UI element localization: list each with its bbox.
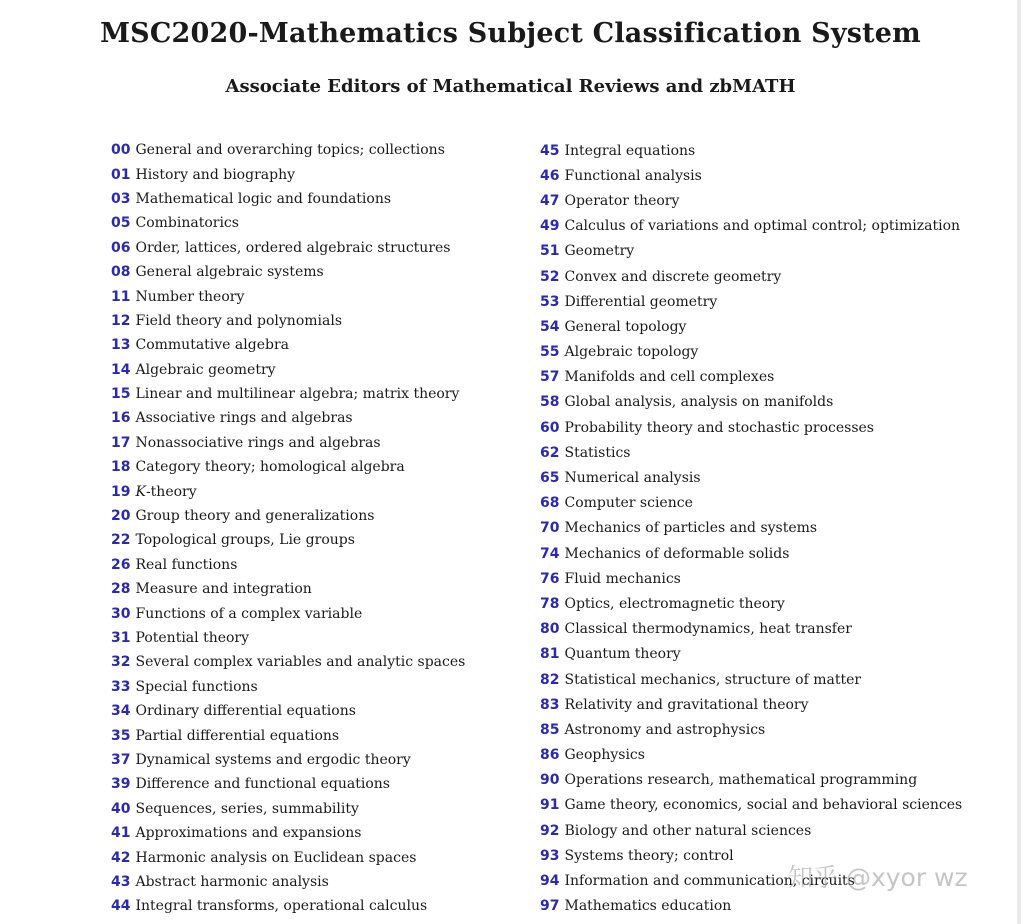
classification-item-78 — [540, 591, 962, 616]
classification-label: -theory — [145, 483, 197, 500]
classification-code: 45 — [540, 142, 560, 159]
classification-item-51 — [540, 239, 962, 264]
classification-code: 55 — [540, 344, 560, 361]
classification-item-54 — [540, 314, 962, 339]
classification-code: 65 — [540, 470, 560, 487]
classification-label: Relativity and gravitational theory — [564, 696, 809, 713]
classification-label: Difference and functional equations — [135, 776, 390, 793]
classification-item-90 — [540, 768, 962, 793]
classification-item-01 — [111, 162, 465, 186]
classification-code: 90 — [540, 772, 560, 789]
classification-code: 81 — [540, 646, 560, 663]
classification-code: 74 — [540, 545, 560, 562]
classification-label: Field theory and polynomials — [135, 312, 343, 329]
classification-label: General and overarching topics; collections — [135, 142, 445, 159]
classification-item-45 — [540, 138, 962, 163]
classification-code: 43 — [111, 873, 131, 890]
classification-code: 47 — [540, 192, 560, 209]
classification-label: Manifolds and cell complexes — [564, 369, 775, 386]
classification-code: 93 — [540, 847, 560, 864]
classification-code: 52 — [540, 268, 560, 285]
classification-code: 68 — [540, 495, 560, 512]
classification-item-83 — [540, 692, 962, 717]
classification-label: Mathematical logic and foundations — [135, 190, 392, 207]
classification-label: Combinatorics — [135, 215, 239, 232]
classification-label: Potential theory — [135, 630, 250, 646]
classification-item-16 — [111, 406, 465, 430]
classification-item-26 — [111, 553, 465, 577]
classification-code: 80 — [540, 621, 560, 638]
classification-label: Biology and other natural sciences — [564, 822, 812, 839]
classification-code: 16 — [111, 410, 131, 427]
classification-code: 86 — [540, 747, 560, 764]
classification-item-65 — [540, 465, 962, 490]
classification-label: Harmonic analysis on Euclidean spaces — [135, 849, 417, 866]
classification-item-39 — [111, 772, 465, 796]
classification-item-44 — [111, 894, 465, 918]
classification-item-74 — [540, 541, 962, 566]
classification-item-58 — [540, 390, 962, 415]
classification-code: 82 — [540, 671, 560, 688]
classification-item-12 — [111, 309, 465, 333]
classification-code: 01 — [111, 166, 131, 183]
classification-label: Associative rings and algebras — [135, 410, 353, 427]
page-subtitle: Associate Editors of Mathematical Reviews and zbMATH — [225, 76, 796, 97]
classification-code: 60 — [540, 419, 560, 436]
classification-code: 78 — [540, 595, 560, 612]
classification-item-57 — [540, 365, 962, 390]
classification-code: 35 — [111, 727, 131, 744]
classification-item-34 — [111, 699, 465, 723]
classification-item-97 — [540, 894, 962, 919]
classification-label: Systems theory; control — [564, 847, 734, 864]
classification-code: 05 — [111, 215, 131, 232]
classification-code: 44 — [111, 898, 131, 915]
classification-item-15 — [111, 382, 465, 406]
classification-item-18 — [111, 455, 465, 479]
classification-label: Integral equations — [564, 142, 696, 159]
classification-label: Numerical analysis — [564, 470, 701, 487]
classification-code: 49 — [540, 218, 560, 235]
classification-item-31 — [111, 626, 465, 650]
classification-item-00 — [111, 138, 465, 162]
classification-label: Information and communication, circuits — [564, 873, 855, 890]
classification-item-47 — [540, 188, 962, 213]
classification-label: Classical thermodynamics, heat transfer — [564, 621, 852, 638]
classification-item-17 — [111, 431, 465, 455]
classification-item-82 — [540, 667, 962, 692]
classification-code: 76 — [540, 570, 560, 587]
classification-code: 42 — [111, 849, 131, 866]
classification-label: History and biography — [135, 166, 295, 183]
classification-label: Statistical mechanics, structure of matter — [564, 671, 862, 688]
classification-item-70 — [540, 516, 962, 541]
classification-label: Functions of a complex variable — [135, 605, 363, 622]
classification-item-06 — [111, 236, 465, 260]
classification-code: 00 — [111, 142, 131, 159]
classification-label: Algebraic topology — [564, 344, 699, 361]
classification-label: Nonassociative rings and algebras — [135, 434, 381, 451]
classification-label: Number theory — [135, 288, 245, 305]
classification-label: Category theory; homological algebra — [135, 459, 405, 476]
classification-code: 33 — [111, 678, 131, 695]
classification-item-52 — [540, 264, 962, 289]
classification-item-68 — [540, 491, 962, 516]
classification-item-03 — [111, 187, 465, 211]
classification-code: 13 — [111, 337, 131, 354]
classification-code: 37 — [111, 751, 131, 768]
classification-item-85 — [540, 717, 962, 742]
classification-item-62 — [540, 440, 962, 465]
classification-code: 62 — [540, 444, 560, 461]
classification-item-08 — [111, 260, 465, 284]
classification-label: Quantum theory — [564, 646, 681, 663]
classification-label: Special functions — [135, 678, 258, 695]
classification-label: Operations research, mathematical programming — [564, 772, 918, 789]
page-edge-divider — [1017, 0, 1021, 924]
classification-label-italic: K — [135, 483, 146, 500]
classification-label: Abstract harmonic analysis — [135, 873, 329, 890]
classification-code: 22 — [111, 532, 131, 549]
classification-label: Order, lattices, ordered algebraic structures — [135, 239, 451, 256]
classification-code: 97 — [540, 898, 560, 915]
classification-label: Topological groups, Lie groups — [135, 532, 355, 549]
classification-label: Operator theory — [564, 192, 680, 209]
classification-item-20 — [111, 504, 465, 528]
classification-code: 17 — [111, 434, 131, 451]
classification-code: 32 — [111, 654, 131, 671]
classification-label: Global analysis, analysis on manifolds — [564, 394, 834, 411]
classification-item-43 — [111, 870, 465, 894]
classification-code: 30 — [111, 605, 131, 622]
watermark: 知乎 @xyor wz — [788, 863, 968, 892]
classification-label: Mechanics of deformable solids — [564, 545, 790, 562]
classification-item-55 — [540, 340, 962, 365]
classification-item-42 — [111, 845, 465, 869]
page-title: MSC2020-Mathematics Subject Classification System — [100, 18, 921, 49]
classification-label: Approximations and expansions — [135, 825, 362, 842]
classification-code: 91 — [540, 797, 560, 814]
classification-code: 12 — [111, 312, 131, 329]
classification-label: Fluid mechanics — [564, 570, 681, 587]
classification-item-28 — [111, 577, 465, 601]
classification-code: 57 — [540, 369, 560, 386]
classification-code: 41 — [111, 825, 131, 842]
classification-code: 08 — [111, 264, 131, 281]
classification-item-91 — [540, 793, 962, 818]
classification-item-33 — [111, 675, 465, 699]
classification-item-86 — [540, 743, 962, 768]
classification-code: 26 — [111, 556, 131, 573]
classification-label: Integral transforms, operational calculus — [135, 898, 428, 915]
classification-item-35 — [111, 723, 465, 747]
classification-label: Computer science — [564, 495, 693, 512]
classification-code: 15 — [111, 386, 131, 403]
classification-code: 51 — [540, 243, 560, 260]
classification-item-81 — [540, 642, 962, 667]
classification-code: 83 — [540, 696, 560, 713]
classification-code: 06 — [111, 239, 131, 256]
classification-item-60 — [540, 415, 962, 440]
classification-code: 85 — [540, 721, 560, 738]
classification-code: 28 — [111, 581, 131, 598]
classification-label: Measure and integration — [135, 581, 312, 598]
classification-item-19 — [111, 479, 465, 503]
classification-item-41 — [111, 821, 465, 845]
classification-label: Real functions — [135, 556, 238, 573]
classification-item-49 — [540, 214, 962, 239]
classification-label: Astronomy and astrophysics — [564, 721, 766, 738]
classification-label: Convex and discrete geometry — [564, 268, 782, 285]
classification-code: 58 — [540, 394, 560, 411]
classification-code: 31 — [111, 630, 131, 646]
classification-item-80 — [540, 617, 962, 642]
classification-code: 70 — [540, 520, 560, 537]
classification-label: Calculus of variations and optimal control; optimization — [564, 218, 961, 235]
classification-item-37 — [111, 748, 465, 772]
classification-code: 53 — [540, 293, 560, 310]
classification-list-right — [540, 138, 962, 919]
classification-item-92 — [540, 818, 962, 843]
classification-item-22 — [111, 528, 465, 552]
classification-code: 54 — [540, 318, 560, 335]
classification-code: 34 — [111, 703, 131, 720]
classification-code: 39 — [111, 776, 131, 793]
classification-label: Sequences, series, summability — [135, 800, 359, 817]
classification-item-14 — [111, 358, 465, 382]
classification-code: 19 — [111, 483, 131, 500]
classification-label: Several complex variables and analytic spaces — [135, 654, 466, 671]
classification-code: 18 — [111, 459, 131, 476]
classification-label: Linear and multilinear algebra; matrix theory — [135, 386, 460, 403]
classification-label: Geophysics — [564, 747, 645, 764]
classification-code: 03 — [111, 190, 131, 207]
classification-code: 92 — [540, 822, 560, 839]
classification-label: Probability theory and stochastic processes — [564, 419, 874, 436]
classification-label: Statistics — [564, 444, 631, 461]
classification-label: Commutative algebra — [135, 337, 289, 354]
classification-list-left — [111, 138, 465, 919]
classification-code: 11 — [111, 288, 131, 305]
classification-label: Mathematics education — [564, 898, 732, 915]
classification-code: 20 — [111, 508, 131, 525]
classification-label: Partial differential equations — [135, 727, 340, 744]
classification-code: 94 — [540, 873, 560, 890]
classification-label: Mechanics of particles and systems — [564, 520, 818, 537]
classification-label: Functional analysis — [564, 167, 702, 184]
classification-label: Geometry — [564, 243, 635, 260]
classification-item-46 — [540, 163, 962, 188]
classification-label: Differential geometry — [564, 293, 718, 310]
classification-item-11 — [111, 284, 465, 308]
classification-label: Group theory and generalizations — [135, 508, 375, 525]
classification-code: 46 — [540, 167, 560, 184]
classification-label: Optics, electromagnetic theory — [564, 595, 785, 612]
classification-item-40 — [111, 797, 465, 821]
classification-code: 40 — [111, 800, 131, 817]
classification-item-30 — [111, 601, 465, 625]
classification-label: Game theory, economics, social and behavioral sciences — [564, 797, 963, 814]
classification-item-53 — [540, 289, 962, 314]
classification-item-05 — [111, 211, 465, 235]
classification-label: General algebraic systems — [135, 264, 324, 281]
classification-label: Dynamical systems and ergodic theory — [135, 751, 411, 768]
classification-item-13 — [111, 333, 465, 357]
classification-item-76 — [540, 566, 962, 591]
classification-code: 14 — [111, 361, 131, 378]
classification-label: Ordinary differential equations — [135, 703, 356, 720]
classification-item-32 — [111, 650, 465, 674]
classification-label: Algebraic geometry — [135, 361, 276, 378]
classification-label: General topology — [564, 318, 687, 335]
